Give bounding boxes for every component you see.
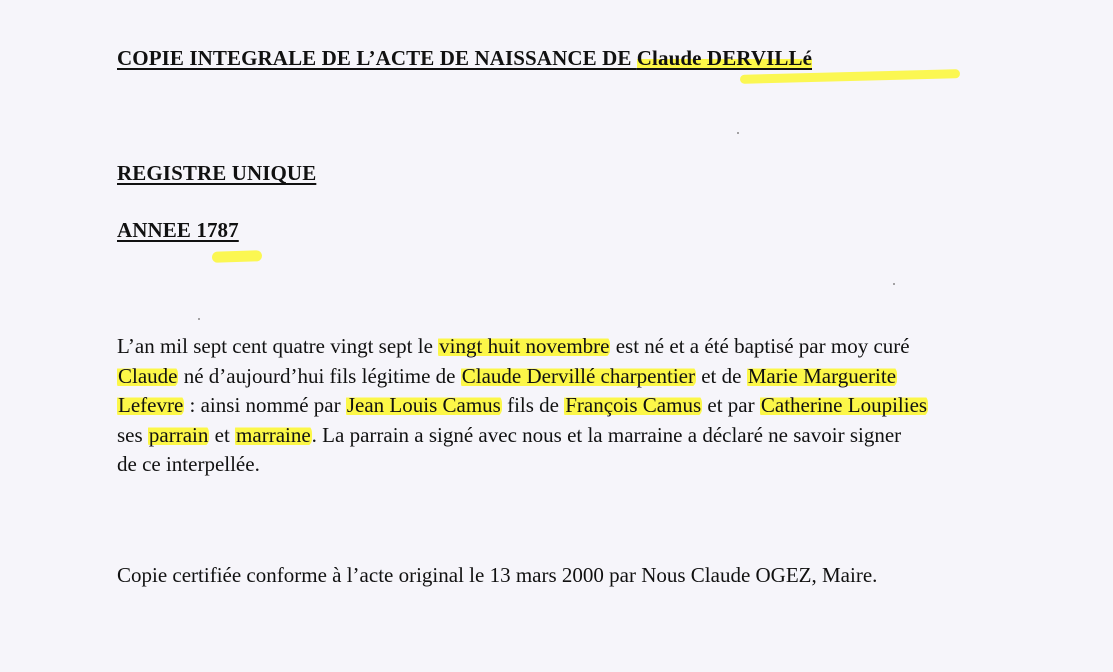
text-segment: de ce interpellée. — [117, 452, 260, 476]
title-prefix: COPIE INTEGRALE DE L’ACTE DE NAISSANCE DE — [117, 46, 637, 70]
text-segment: et de — [695, 363, 747, 388]
text-segment: né d’aujourd’hui fils légitime de — [178, 363, 461, 388]
annee-heading: ANNEE 1787 — [117, 218, 239, 242]
text-segment: et — [209, 422, 236, 447]
paper-speck — [737, 132, 739, 134]
birth-record-paragraph — [117, 332, 1077, 480]
highlighted-text: Claude Dervillé charpentier — [461, 363, 695, 388]
highlighted-text: marraine — [236, 422, 311, 447]
text-segment: ses — [117, 422, 148, 447]
highlighted-text: Lefevre — [118, 393, 184, 417]
title-name: Claude DERVILLé — [636, 46, 812, 70]
highlighted-text: Marie Marguerite — [747, 363, 897, 388]
highlighted-text: vingt huit novembre — [439, 334, 610, 358]
record-line — [117, 362, 1077, 392]
highlighted-text: parrain — [148, 422, 209, 447]
highlighted-text: Jean Louis Camus — [346, 393, 501, 417]
record-line — [117, 332, 1077, 362]
text-segment: L’an mil sept cent quatre vingt sept le — [117, 334, 439, 358]
record-line — [117, 450, 1077, 480]
document-title — [117, 46, 812, 71]
highlighted-text: François Camus — [565, 393, 702, 417]
paper-speck — [893, 283, 895, 285]
certification-statement: Copie certifiée conforme à l’acte original le 13 mars 2000 par Nous Claude OGEZ, Maire. — [117, 563, 878, 587]
record-line — [117, 391, 1077, 421]
text-segment: est né et a été baptisé par moy curé — [610, 334, 910, 358]
highlighted-text: Catherine Loupilies — [760, 393, 928, 417]
highlighted-text: Claude — [118, 363, 178, 388]
text-segment: : ainsi nommé par — [184, 393, 346, 417]
text-segment: fils de — [501, 393, 565, 417]
highlighter-mark — [740, 69, 960, 84]
text-segment: . La parrain a signé avec nous et la marraine a déclaré ne savoir signer — [311, 422, 902, 447]
paper-speck — [198, 318, 200, 320]
registre-heading: REGISTRE UNIQUE — [117, 161, 317, 185]
text-segment: et par — [702, 393, 760, 417]
highlighter-mark — [212, 250, 262, 263]
record-line — [117, 421, 1077, 451]
